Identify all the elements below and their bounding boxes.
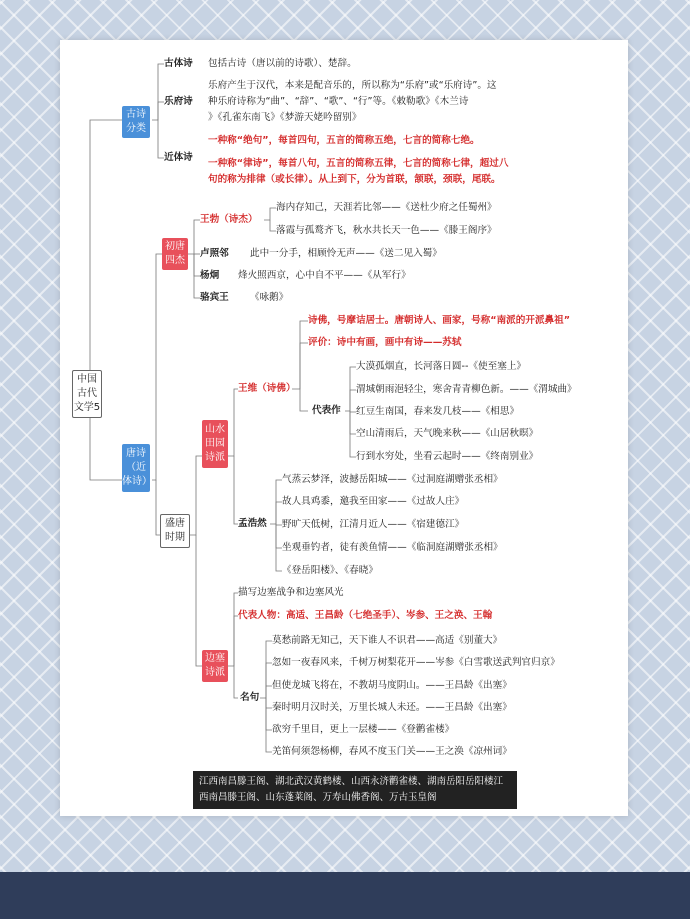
menghaoran-work-4: 坐观垂钓者，徒有羡鱼情——《临洞庭湖赠张丞相》 bbox=[282, 542, 503, 553]
node-wangbo: 王勃（诗杰） bbox=[200, 214, 258, 225]
node-wangwei: 王维（诗佛） bbox=[238, 383, 296, 394]
biansai-juzi-1: 莫愁前路无知己，天下谁人不识君——高适《别董大》 bbox=[272, 635, 503, 646]
connector-lines bbox=[60, 40, 628, 816]
wangwei-works-label: 代表作 bbox=[312, 405, 341, 416]
wangwei-work-2: 渭城朝雨浥轻尘，寒舍青青柳色新。——《渭城曲》 bbox=[356, 384, 577, 395]
menghaoran-work-1: 气蒸云梦泽，波撼岳阳城——《过洞庭湖赠张丞相》 bbox=[282, 474, 503, 485]
menghaoran-work-3: 野旷天低树，江清月近人——《宿建德江》 bbox=[282, 519, 465, 530]
menghaoran-work-2: 故人具鸡黍，邀我至田家——《过故人庄》 bbox=[282, 496, 465, 507]
node-shengtang: 盛唐时期 bbox=[160, 514, 190, 548]
yuefu-line-3: 》《孔雀东南飞》《梦游天姥吟留别》 bbox=[208, 112, 362, 123]
wangwei-work-3: 红豆生南国，春来发几枝——《相思》 bbox=[356, 406, 520, 417]
node-luobinwang: 骆宾王 bbox=[200, 292, 229, 303]
biansai-desc-2: 代表人物：高适、王昌龄（七绝圣手）、岑参、王之涣、王翰 bbox=[238, 610, 493, 621]
wangwei-desc-2: 评价：诗中有画，画中有诗——苏轼 bbox=[308, 337, 462, 348]
wangwei-work-1: 大漠孤烟直，长河落日圆--《使至塞上》 bbox=[356, 361, 527, 372]
wangwei-desc-1: 诗佛，号摩诘居士。唐朝诗人、画家，号称“南派的开派鼻祖” bbox=[308, 315, 571, 326]
famous-towers-note bbox=[193, 771, 517, 809]
node-jintishi: 近体诗 bbox=[164, 152, 193, 163]
yuefu-line-1: 乐府产生于汉代，本来是配音乐的，所以称为“乐府”或“乐府诗”。这 bbox=[208, 80, 497, 91]
yuefu-line-2: 种乐府诗称为“曲”、“辞”、“歌”、“行”等。《敕勒歌》《木兰诗 bbox=[208, 96, 469, 107]
root-node: 中国古代文学5 bbox=[72, 370, 102, 418]
mindmap-sheet bbox=[60, 40, 628, 816]
wangwei-work-5: 行到水穷处，坐看云起时——《终南别业》 bbox=[356, 451, 539, 462]
gutishi-text: 包括古诗（唐以前的诗歌）、楚辞。 bbox=[208, 58, 357, 69]
biansai-juzi-label: 名句 bbox=[240, 692, 260, 703]
wangwei-work-4: 空山清雨后，天气晚来秋——《山居秋暝》 bbox=[356, 428, 539, 439]
biansai-desc-1: 描写边塞战争和边塞风光 bbox=[238, 587, 344, 598]
node-chutang-sijie: 初唐四杰 bbox=[162, 238, 188, 270]
wangbo-line-2: 落霞与孤鹜齐飞，秋水共长天一色——《滕王阁序》 bbox=[276, 225, 497, 236]
node-yuefushi: 乐府诗 bbox=[164, 96, 193, 107]
yangjiong-text: 烽火照西京，心中自不平——《从军行》 bbox=[238, 270, 411, 281]
note-line-2: 西南昌滕王阁、山东蓬莱阁、万寿山佛香阁、万古玉皇阁 bbox=[199, 792, 437, 803]
biansai-juzi-3: 但使龙城飞将在，不教胡马度阴山。——王昌龄《出塞》 bbox=[272, 680, 512, 691]
biansai-juzi-4: 秦时明月汉时关，万里长城人未还。——王昌龄《出塞》 bbox=[272, 702, 512, 713]
node-tangshi: 唐诗（近体诗） bbox=[122, 444, 150, 492]
node-yangjiong: 杨炯 bbox=[200, 270, 220, 281]
node-luzhaolin: 卢照邻 bbox=[200, 248, 229, 259]
jinti-line-1: 一种称“绝句”，每首四句，五言的简称五绝，七言的简称七绝。 bbox=[208, 135, 480, 146]
bottom-band bbox=[0, 872, 690, 919]
node-gushi-fenlei: 古诗分类 bbox=[122, 106, 150, 138]
biansai-juzi-2: 忽如一夜春风来，千树万树梨花开——岑参《白雪歌送武判官归京》 bbox=[272, 657, 560, 668]
note-line-1: 江西南昌滕王阁、湖北武汉黄鹤楼、山西永济鹳雀楼、湖南岳阳岳阳楼江 bbox=[199, 776, 504, 787]
luzhaolin-text: 此中一分手，相顾怜无声——《送二见入蜀》 bbox=[250, 248, 442, 259]
node-gutishi: 古体诗 bbox=[164, 58, 193, 69]
node-shanshui-tianyuan: 山水田园诗派 bbox=[202, 420, 228, 468]
jinti-line-2: 一种称“律诗”，每首八句，五言的简称五律，七言的简称七律，超过八 bbox=[208, 158, 509, 169]
wangbo-line-1: 海内存知己，天涯若比邻——《送杜少府之任蜀州》 bbox=[276, 202, 497, 213]
biansai-juzi-5: 欲穷千里目，更上一层楼——《登鹳雀楼》 bbox=[272, 724, 455, 735]
node-menghaoran: 孟浩然 bbox=[238, 518, 267, 529]
jinti-line-3: 句的称为排律（或长律）。从上到下，分为首联，颔联，颈联，尾联。 bbox=[208, 174, 501, 185]
menghaoran-work-5: 《登岳阳楼》、《春晓》 bbox=[282, 565, 378, 576]
biansai-juzi-6: 羌笛何须怨杨柳，春风不度玉门关——王之涣《凉州词》 bbox=[272, 746, 512, 757]
luobinwang-text: 《咏鹅》 bbox=[250, 292, 289, 303]
node-biansai: 边塞诗派 bbox=[202, 650, 228, 682]
